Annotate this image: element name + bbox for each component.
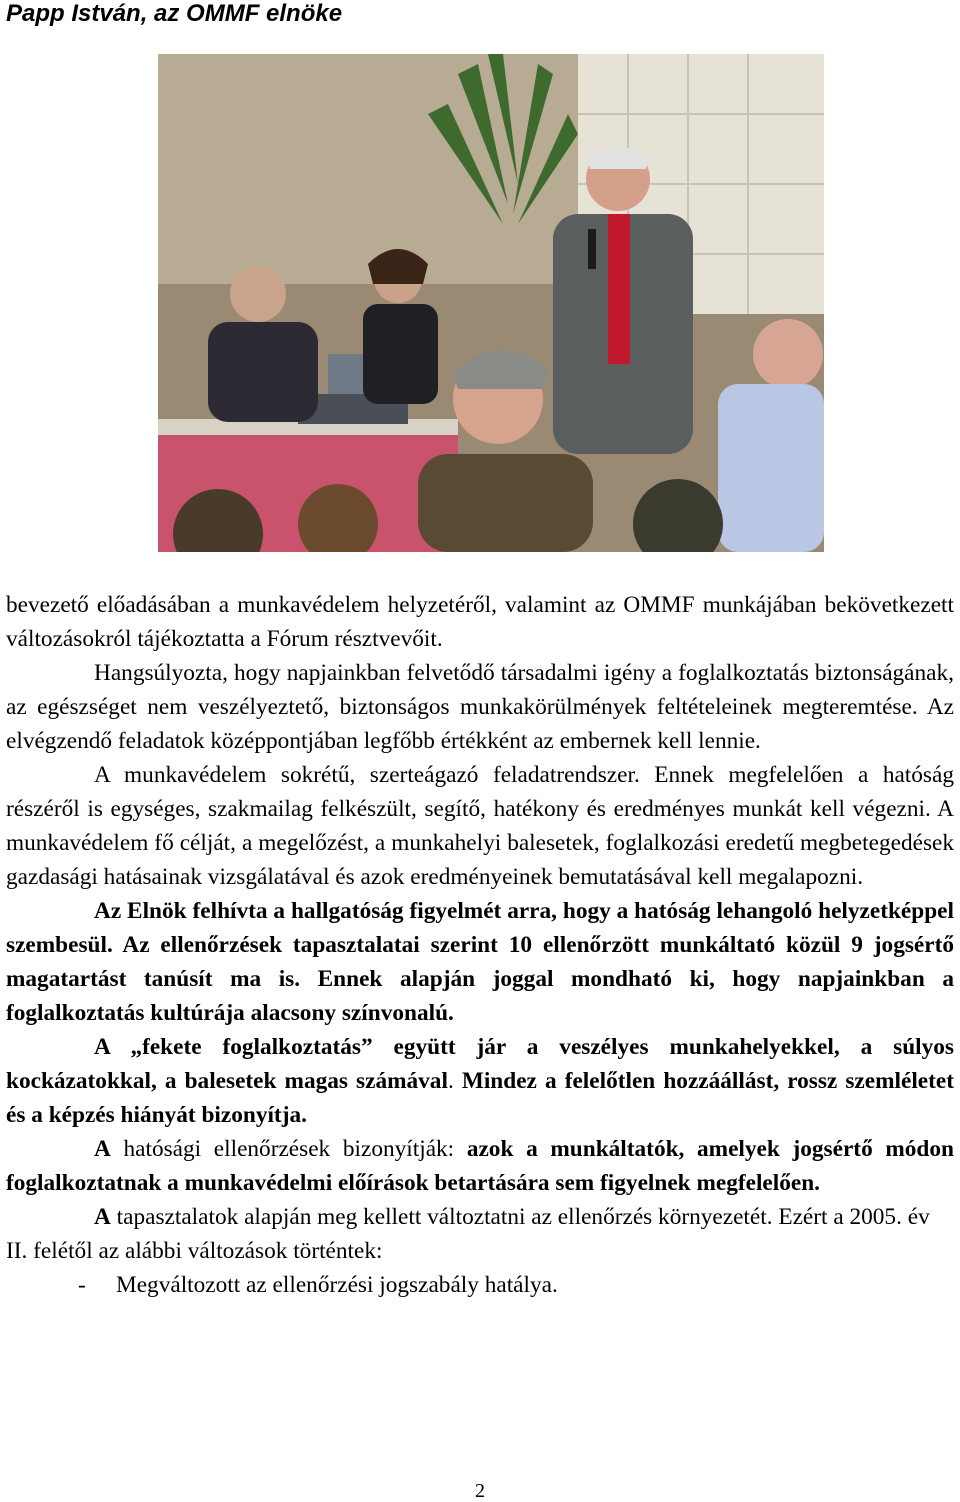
list-item: [6, 1268, 954, 1302]
conference-photo: [158, 54, 824, 552]
list-dash: -: [78, 1272, 86, 1298]
page-title: Papp István, az OMMF elnöke: [6, 0, 343, 27]
black-employment-text: A „fekete foglalkoztatás” együtt jár a veszélyes munkahelyekkel, a súlyos kockázatokkal, a balesetek magas számával: [6, 1034, 954, 1094]
paragraph-inspections: [6, 1132, 954, 1200]
black-employment-separator: .: [447, 1068, 462, 1094]
inspections-lead: A: [94, 1136, 111, 1162]
paragraph-changes: [6, 1200, 954, 1268]
paragraph-black-employment: [6, 1030, 954, 1132]
inspections-bold: azok a munkáltatók, amelyek jogsértő módon foglalkoztatnak a munkavédelmi előírások betartására sem figyelnek megfelelően.: [6, 1136, 954, 1196]
paragraph-emphasis: Hangsúlyozta, hogy napjainkban felvetődő társadalmi igény a foglalkoztatás biztonságának, az egészséget nem veszélyeztető, biztonságos munkakörülmények feltételeinek megteremtése. Az elvégzendő feladatok középpontjában legfőbb értékként az embernek kell lennie.: [6, 660, 954, 754]
changes-lead: A: [94, 1204, 111, 1230]
paragraph-system: A munkavédelem sokrétű, szerteágazó feladatrendszer. Ennek megfelelően a hatóság részéről is egységes, szakmailag felkészült, segítő, hatékony és eredményes munkát kell végezni. A munkavédelem fő célját, a megelőzést, a munkahelyi balesetek, foglalkozási eredetű megbetegedések gazdasági hatásainak vizsgálatával és azok eredményeinek bemutatásával kell megalapozni.: [6, 762, 954, 890]
article-body: [6, 588, 954, 1302]
paragraph-findings: Az Elnök felhívta a hallgatóság figyelmét arra, hogy a hatóság lehangoló helyzetképpel szembesül. Az ellenőrzések tapasztalatai szerint 10 ellenőrzött munkáltató közül 9 jogsértő magatartást tanúsít ma is. Ennek alapján joggal mondható ki, hogy napjainkban a foglalkoztatás kultúrája alacsony színvonalú.: [6, 898, 954, 1026]
paragraph-intro: bevezető előadásában a munkavédelem helyzetéről, valamint az OMMF munkájában bekövetkezett változásokról tájékoztatta a Fórum résztvevőit.: [6, 592, 954, 652]
inspections-text: hatósági ellenőrzések bizonyítják:: [110, 1136, 467, 1162]
changes-text: tapasztalatok alapján meg kellett változtatni az ellenőrzés környezetét. Ezért a 2005. év II. felétől az alábbi változások történtek:: [6, 1204, 930, 1264]
page-number: 2: [475, 1480, 485, 1502]
black-employment-conclusion: Mindez a felelőtlen hozzáállást, rossz szemléletet és a képzés hiányát bizonyítja.: [6, 1068, 954, 1128]
list-item-text: Megváltozott az ellenőrzési jogszabály hatálya.: [116, 1272, 558, 1298]
